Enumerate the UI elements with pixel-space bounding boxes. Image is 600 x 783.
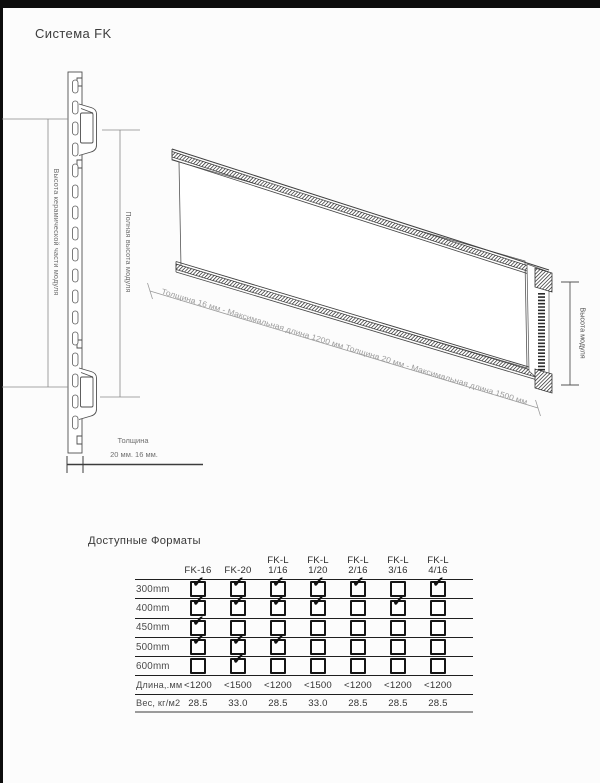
rail-slot <box>73 248 79 261</box>
checkbox-cell <box>418 619 458 637</box>
formats-header-row <box>135 551 473 580</box>
length-row-value: <1200 <box>384 679 412 691</box>
table-row-450mm <box>135 611 473 638</box>
weight-row-value: 28.5 <box>388 697 408 709</box>
checkbox-unchecked <box>390 639 406 655</box>
checkbox-unchecked <box>350 639 366 655</box>
check-icon: ✔ <box>272 630 285 649</box>
checkbox-unchecked <box>430 620 446 636</box>
checkbox-cell <box>338 657 378 675</box>
check-icon: ✔ <box>192 592 205 611</box>
panel-note-label: Толщина 16 мм - Максимальная длина 1200 мм Толщина 20 мм - Максимальная длина 1500 мм <box>160 286 489 395</box>
checkbox-cell <box>338 619 378 637</box>
rail-slot <box>73 269 79 282</box>
checkbox-checked <box>270 630 286 655</box>
weight-row-value: 33.0 <box>308 697 328 709</box>
checkbox-unchecked <box>310 620 326 636</box>
checkbox-checked <box>190 630 206 655</box>
rail-slot <box>73 122 79 135</box>
checkbox-checked <box>270 592 286 616</box>
checkbox-unchecked <box>430 639 446 655</box>
checkbox-unchecked <box>190 658 206 674</box>
checkbox-unchecked <box>310 639 326 655</box>
rail-slot <box>73 311 79 324</box>
table-row-600mm <box>135 650 473 676</box>
scan-edge-top <box>0 0 600 8</box>
checkbox-cell <box>178 657 218 675</box>
length-row-value: <1200 <box>264 679 292 691</box>
column-header-line1: FK-L <box>267 555 289 566</box>
check-icon: ✔ <box>232 572 245 591</box>
check-icon: ✔ <box>232 650 245 669</box>
column-header-line2: FK-16 <box>184 565 212 576</box>
check-icon: ✔ <box>232 592 245 611</box>
column-header-line2: 1/20 <box>308 565 328 576</box>
rail-slot <box>73 416 79 429</box>
thickness-label: Толщина <box>117 436 149 445</box>
dim-label-ceramic-height: Высота керамической части модуля <box>52 168 61 296</box>
column-header-line2: FK-20 <box>224 565 252 576</box>
checkbox-unchecked <box>270 658 286 674</box>
column-header-line2: 1/16 <box>268 565 288 576</box>
checkbox-cell <box>418 638 458 656</box>
row-label: 300mm <box>136 583 170 595</box>
check-icon: ✔ <box>232 630 245 649</box>
checkbox-cell <box>218 650 258 675</box>
thickness-values-label: 20 мм. 16 мм. <box>110 450 158 459</box>
checkbox-checked <box>350 572 366 597</box>
checkbox-cell <box>378 638 418 656</box>
checkbox-unchecked <box>390 658 406 674</box>
weight-row-value: 28.5 <box>348 697 368 709</box>
check-icon: ✔ <box>192 572 205 591</box>
column-header-line1: FK-L <box>307 555 329 566</box>
length-row-value: <1500 <box>304 679 332 691</box>
checkbox-checked <box>430 572 446 597</box>
check-icon: ✔ <box>432 572 445 591</box>
row-label: 400mm <box>136 602 170 614</box>
table-row-500mm <box>135 630 473 657</box>
checkbox-cell <box>178 630 218 656</box>
checkbox-unchecked <box>350 658 366 674</box>
technical-drawing <box>0 55 600 485</box>
checkbox-checked <box>230 592 246 616</box>
dim-label-full-height: Полная высота модуля <box>124 211 133 293</box>
column-header-line2: 3/16 <box>388 565 408 576</box>
check-icon: ✔ <box>272 592 285 611</box>
check-icon: ✔ <box>272 572 285 591</box>
table-row-300mm <box>135 572 473 599</box>
weight-row-value: 33.0 <box>228 697 248 709</box>
row-label: 500mm <box>136 641 170 653</box>
check-icon: ✔ <box>392 592 405 611</box>
check-icon: ✔ <box>352 572 365 591</box>
mounting-clip-top <box>79 104 97 156</box>
rail-slot <box>73 80 79 93</box>
column-header-line2: 4/16 <box>428 565 448 576</box>
page-title: Система FK <box>35 26 112 41</box>
check-icon: ✔ <box>192 611 205 630</box>
checkbox-cell <box>418 657 458 675</box>
dimension-module-height <box>561 282 579 385</box>
check-icon: ✔ <box>312 572 325 591</box>
checkbox-cell <box>378 619 418 637</box>
checkbox-unchecked <box>390 620 406 636</box>
checkbox-cell <box>298 638 338 656</box>
column-header-FK-L-3/16 <box>378 556 418 576</box>
dimension-full-height <box>100 130 140 397</box>
checkbox-unchecked <box>350 620 366 636</box>
checkbox-cell <box>418 572 458 598</box>
checkbox-unchecked <box>310 658 326 674</box>
row-label: 450mm <box>136 622 170 634</box>
checkbox-checked <box>390 592 406 616</box>
column-header-line1: FK-L <box>427 555 449 566</box>
weight-row-label: Вес, кг/м2 <box>136 698 181 709</box>
checkbox-cell <box>298 657 338 675</box>
checkbox-checked <box>310 592 326 616</box>
rail-slot <box>73 227 79 240</box>
checkbox-checked <box>230 650 246 674</box>
rail-slot <box>73 101 79 114</box>
rail-slot <box>73 395 79 408</box>
length-row-label: Длина,.мм <box>136 680 183 691</box>
column-header-line1: FK-L <box>387 555 409 566</box>
formats-table <box>135 551 473 713</box>
rail-slot <box>73 374 79 387</box>
checkbox-cell <box>338 572 378 598</box>
checkbox-cell <box>258 592 298 617</box>
checkbox-cell <box>418 599 458 617</box>
rail-slots <box>73 80 79 429</box>
length-row-value: <1500 <box>224 679 252 691</box>
checkbox-unchecked <box>430 658 446 674</box>
check-icon: ✔ <box>312 592 325 611</box>
formats-title: Доступные Форматы <box>88 535 201 547</box>
rail-slot <box>73 206 79 219</box>
length-row-value: <1200 <box>424 679 452 691</box>
length-row-value: <1200 <box>344 679 372 691</box>
rail-slot <box>73 290 79 303</box>
length-row-value: <1200 <box>184 679 212 691</box>
checkbox-cell <box>298 592 338 617</box>
rail-slot <box>73 353 79 366</box>
checkbox-cell <box>378 657 418 675</box>
checkbox-cell <box>338 599 378 617</box>
weight-row-value: 28.5 <box>428 697 448 709</box>
checkbox-cell <box>218 592 258 617</box>
checkbox-cell <box>258 630 298 656</box>
row-label: 600mm <box>136 660 170 672</box>
dim-label-module-height: Высота модуля <box>578 307 588 359</box>
checkbox-cell <box>378 592 418 617</box>
column-header-line2: 2/16 <box>348 565 368 576</box>
checkbox-unchecked <box>430 600 446 616</box>
checkbox-cell <box>338 638 378 656</box>
mounting-clip-bottom <box>79 368 97 420</box>
rail-slot <box>73 164 79 177</box>
rail-slot <box>73 143 79 156</box>
checkbox-unchecked <box>350 600 366 616</box>
checkbox-cell <box>298 619 338 637</box>
weight-row-value: 28.5 <box>268 697 288 709</box>
table-row-400mm <box>135 592 473 618</box>
column-header-line1: FK-L <box>347 555 369 566</box>
rail-slot <box>73 185 79 198</box>
weight-row-value: 28.5 <box>188 697 208 709</box>
check-icon: ✔ <box>192 630 205 649</box>
checkbox-cell <box>258 657 298 675</box>
table-row-length-row <box>135 676 473 695</box>
table-row-weight-row <box>135 695 473 713</box>
rail-slot <box>73 332 79 345</box>
